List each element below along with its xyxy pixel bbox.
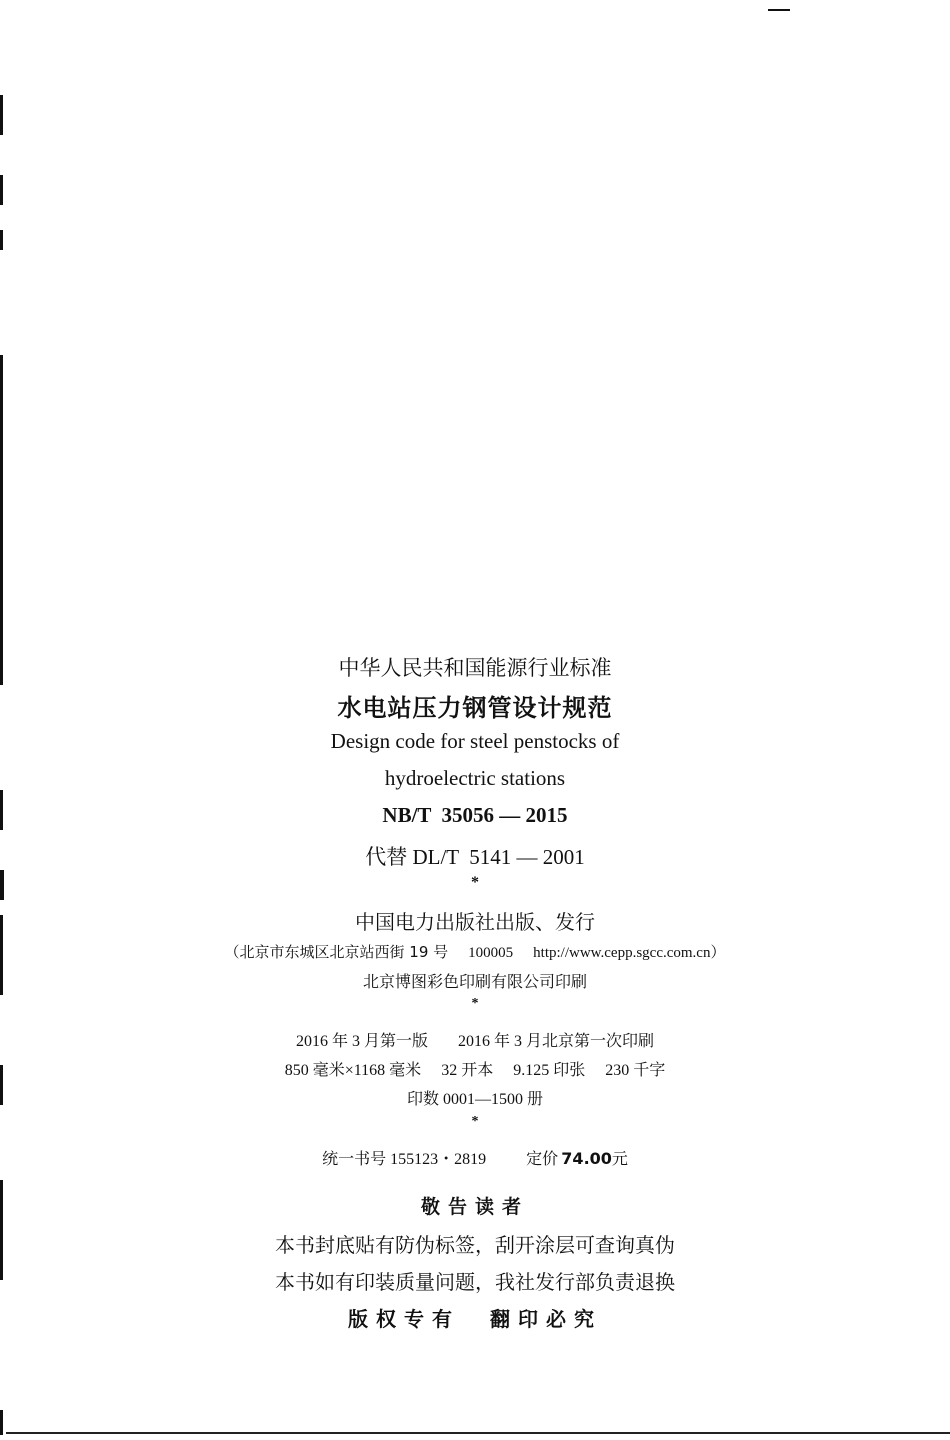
printed-sheets: 9.125 印张 <box>513 1062 586 1079</box>
isbn-price-line <box>0 1146 950 1169</box>
edition-line <box>0 1028 950 1051</box>
price-label: 定价 <box>526 1151 559 1168</box>
scan-edge-mark <box>0 230 3 250</box>
copyright-reserved: 版权专有 <box>348 1307 460 1331</box>
publisher-address: （北京市东城区北京站西街 19 号 <box>224 943 449 961</box>
specs-line <box>0 1057 950 1080</box>
publisher-name: 中国电力出版社出版、发行 <box>355 910 595 934</box>
scan-top-dash <box>768 9 790 11</box>
price-unit: 元 <box>611 1151 628 1168</box>
copyright-no-reprint: 翻印必究 <box>490 1307 602 1331</box>
price-value: 74.00 <box>561 1149 612 1168</box>
print-run: 印数 0001—1500 册 <box>406 1091 543 1108</box>
scan-edge-mark <box>0 95 3 135</box>
book-format: 32 开本 <box>441 1062 494 1079</box>
publisher-url: http://www.cepp.sgcc.com.cn） <box>533 945 726 961</box>
title-en-line2: hydroelectric stations <box>384 766 566 790</box>
notice-line-returns: 本书如有印装质量问题，我社发行部负责退换 <box>275 1270 675 1294</box>
standard-series: 中华人民共和国能源行业标准 <box>338 656 612 680</box>
unified-book-number: 统一书号 155123・2819 <box>322 1151 487 1168</box>
title-en-line1: Design code for steel penstocks of <box>330 729 620 753</box>
separator-star: * <box>471 996 479 1011</box>
copyright-line <box>0 1303 950 1332</box>
first-edition: 2016 年 3 月第一版 <box>295 1033 428 1050</box>
scan-edge-mark <box>0 175 3 205</box>
notice-heading: 敬告读者 <box>420 1196 529 1218</box>
title-cn: 水电站压力钢管设计规范 <box>337 694 613 722</box>
first-printing: 2016 年 3 月北京第一次印刷 <box>458 1033 655 1050</box>
printer-name: 北京博图彩色印刷有限公司印刷 <box>362 972 587 991</box>
notice-line-anticounterfeit: 本书封底贴有防伪标签，刮开涂层可查询真伪 <box>275 1233 675 1257</box>
replaces-code: 代替 DL/T 5141 — 2001 <box>365 845 585 869</box>
scan-edge-mark <box>0 1410 3 1435</box>
paper-size: 850 毫米×1168 毫米 <box>284 1062 422 1079</box>
standard-code: NB/T 35056 — 2015 <box>382 803 568 827</box>
separator-star: * <box>471 1114 479 1129</box>
publisher-postcode: 100005 <box>468 945 514 961</box>
scan-bottom-rule <box>6 1432 950 1434</box>
scan-edge-mark <box>0 355 3 685</box>
separator-star: * <box>471 874 479 891</box>
publisher-address-line <box>0 941 950 962</box>
word-count: 230 千字 <box>605 1062 666 1079</box>
